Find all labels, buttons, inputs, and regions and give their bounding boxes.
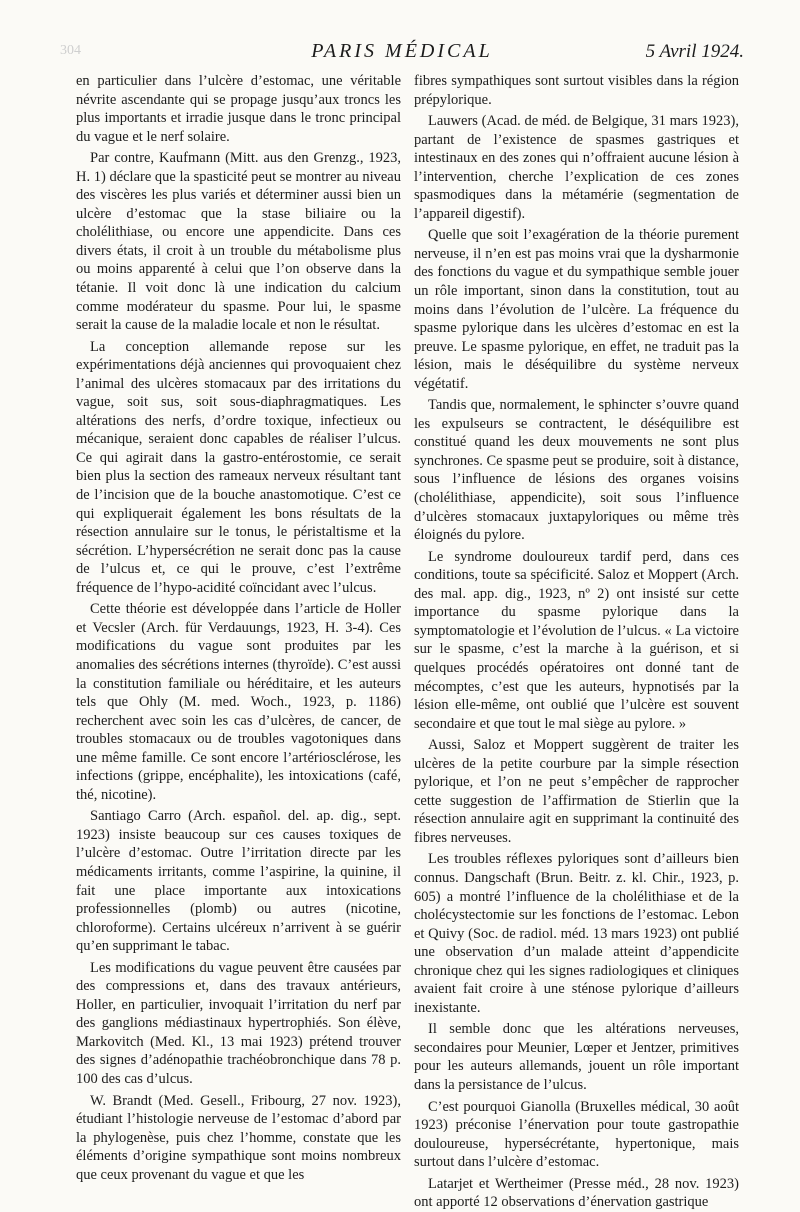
paragraph: Quelle que soit l’exagération de la théorie purement nerveuse, il n’en est pas moins vrai que la dysharmonie des fonctions du vague et du sympathique semble jouer un rôle important, sinon dans la constitution, tout au moins dans l’évolution de l’ulcère. La fréquence du spasme pylorique dans les ulcères d’estomac en est la preuve. Le spasme pylorique, en effet, ne traduit pas la lésion, mais le déséquilibre du système nerveux végétatif. — [414, 227, 739, 392]
paragraph: Lauwers (Acad. de méd. de Belgique, 31 mars 1923), partant de l’existence de spasmes gastriques et intestinaux en des zones qui n’offraient aucune lésion à l’intervention, cherche l’explication de ces zones spasmodiques dans la métamérie (segmentation de l’appareil digestif). — [414, 113, 739, 222]
paragraph: en particulier dans l’ulcère d’estomac, une véritable névrite ascendante qui se propage jusqu’aux troncs les plus importants et irradie jusque dans le tronc principal du vague et le nerf solaire. — [76, 73, 401, 145]
paragraph: Les modifications du vague peuvent être causées par des compressions et, dans des travaux antérieurs, Holler, en particulier, invoquait l’irritation du nerf par des ganglions médiastinaux hypertrophiés. Son élève, Markovitch (Med. Kl., 13 mai 1923) prétend trouver des signes d’adénopathie trachéobronchique dans 78 p. 100 des cas d’ulcus. — [76, 959, 401, 1087]
paragraph: Il semble donc que les altérations nerveuses, secondaires pour Meunier, Lœper et Jentzer, primitives pour les auteurs allemands, jouent un rôle important dans la persistance de l’ulcus. — [414, 1021, 739, 1093]
paragraph: Aussi, Saloz et Moppert suggèrent de traiter les ulcères de la petite courbure par la simple résection pylorique, et l’on ne peut s’empêcher de rapprocher cette suggestion de l’affirmation de Stierlin que la résection annulaire agit en supprimant la continuité des fibres nerveuses. — [414, 737, 739, 846]
left-column — [76, 72, 401, 1184]
paragraph: Tandis que, normalement, le sphincter s’ouvre quand les expulseurs se contractent, le déséquilibre est constitué quand les deux mouvements ne sont plus synchrones. Ce spasme peut se produire, soit à distance, sous l’influence de lésions des organes voisins (cholélithiase, appendicite), soit sous l’influence d’ulcères stomacaux juxtapyloriques ou même très éloignés du pylore. — [414, 397, 739, 544]
paragraph: Cette théorie est développée dans l’article de Holler et Vecsler (Arch. für Verdauungs, 1923, H. 3-4). Ces modifications du vague sont produites par les anomalies des sécrétions internes (thyroïde). C’est aussi la constitution familiale ou héréditaire, et les auteurs tels que Ohly (M. med. Woch., 1923, p. 1186) recherchent avec soin les cas d’ulcères, de cancer, de troubles stomacaux ou de troubles vagotoniques dans une même famille. Ce sont encore l’artériosclérose, les infections (grippe, encéphalite), les intoxications (café, thé, nicotine). — [76, 601, 401, 803]
paragraph: Latarjet et Wertheimer (Presse méd., 28 nov. 1923) ont apporté 12 observations d’énervation gastrique — [414, 1175, 739, 1211]
paragraph: Le syndrome douloureux tardif perd, dans ces conditions, toute sa spécificité. Saloz et Moppert (Arch. des mal. app. dig., 1923, nº 2) ont insisté sur cette importance du spasme pylorique dans la symptomatologie et l’évolution de l’ulcus. « La victoire sur le spasme, c’est la marche à la guérison, et si quelques procédés opératoires ont donné tant de mécomptes, c’est que les auteurs, hypnotisés par la lésion elle-même, ont oublié que l’ulcère est souvent secondaire et que tout le mal siège au pylore. » — [414, 548, 739, 732]
paragraph: Santiago Carro (Arch. español. del. ap. dig., sept. 1923) insiste beaucoup sur ces causes toxiques de l’ulcère d’estomac. Outre l’irritation directe par les médicaments irritants, comme l’aspirine, la quinine, il fait une place importante aux intoxications professionnelles (plomb) ou autres (nicotine, chloroforme). Certains ulcéreux n’arrivent à se guérir qu’en supprimant le tabac. — [76, 808, 401, 955]
paragraph: C’est pourquoi Gianolla (Bruxelles médical, 30 août 1923) préconise l’énervation pour toute gastropathie douloureuse, hypersécrétante, hypertonique, mais surtout dans l’ulcère d’estomac. — [414, 1098, 739, 1171]
page-number: 304 — [60, 43, 81, 58]
paragraph: La conception allemande repose sur les expérimentations déjà anciennes qui provoquaient chez l’animal des ulcères stomacaux par des irritations du vague, soit sus, soit sous-diaphragmatiques. Les altérations des nerfs, d’ordre toxique, infectieux ou mécanique, seraient donc capables de réaliser l’ulcus. Ce qui agirait dans la gastro-entérostomie, ce serait bien plus la section des rameaux nerveux résultant tant de l’incision que de la bouche anastomotique. C’est ce qui expliquerait également les bons résultats de la résection annulaire sur le tonus, le péristaltisme et la sécrétion. L’hypersécrétion ne serait donc pas la cause de l’ulcus et, ce qui le prouve, c’est l’extrême fréquence de l’hypo-acidité coïncidant avec l’ulcus. — [76, 338, 401, 596]
running-title: PARIS MÉDICAL — [311, 40, 493, 62]
paragraph: Par contre, Kaufmann (Mitt. aus den Grenzg., 1923, H. 1) déclare que la spasticité peut se montrer au niveau des viscères les plus variés et déterminer aussi bien un ulcère d’estomac que la stase biliaire ou la cholélithiase, ou encore une appendicite. Dans ces divers états, il croit à un trouble du métabolisme plus ou moins apparenté à celui que l’on observe dans la tétanie. Il voit donc là une indication du calcium comme modérateur du spasme. Pour lui, le spasme serait la cause de la maladie locale et non le résultat. — [76, 150, 401, 334]
page-header — [60, 40, 744, 68]
issue-date: 5 Avril 1924. — [645, 41, 744, 62]
right-column — [414, 72, 739, 1212]
paragraph: fibres sympathiques sont surtout visibles dans la région prépylorique. — [414, 73, 739, 108]
paragraph: W. Brandt (Med. Gesell., Fribourg, 27 nov. 1923), étudiant l’histologie nerveuse de l’estomac d’abord par la phylogenèse, puis chez l’homme, constate que les éléments d’origine sympathique sont moins nombreux que ceux provenant du vague et que les — [76, 1092, 401, 1183]
paragraph: Les troubles réflexes pyloriques sont d’ailleurs bien connus. Dangschaft (Brun. Beitr. z. kl. Chir., 1923, p. 605) a montré l’influence de la cholélithiase et de la cholécystectomie sur les fonctions de l’estomac. Lebon et Quivy (Soc. de radiol. méd. 13 mars 1923) ont publié une observation d’un malade atteint d’appendicite chronique chez qui les signes radiologiques et cliniques avaient fait croire à une sténose pylorique d’ailleurs inexistante. — [414, 851, 739, 1016]
